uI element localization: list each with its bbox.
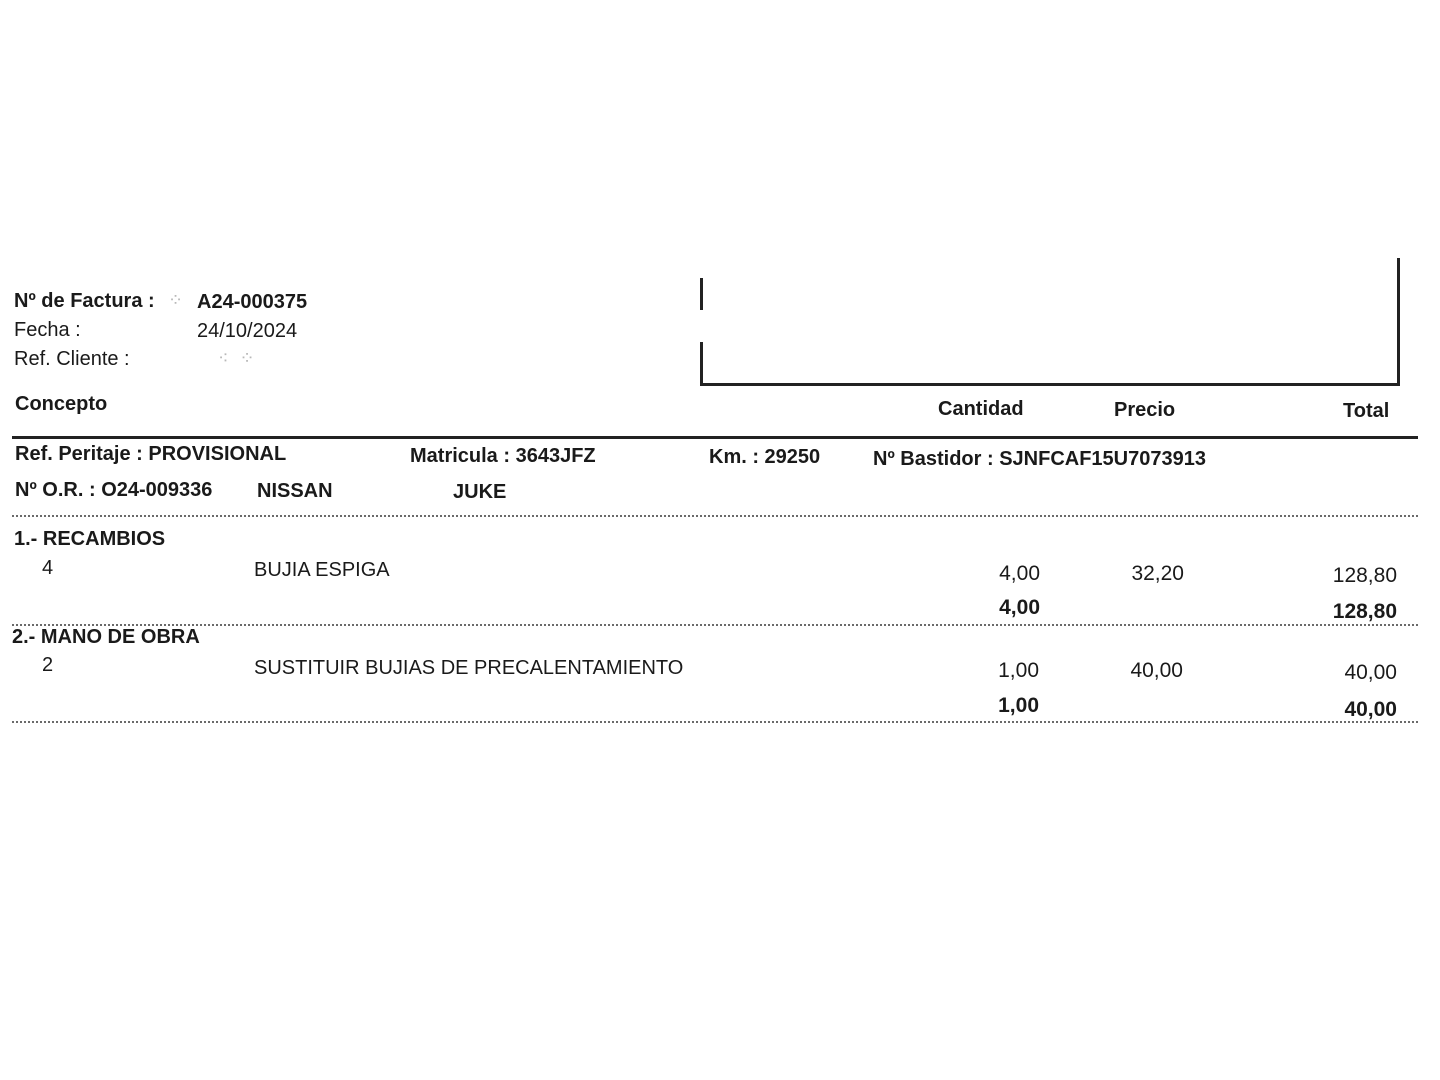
line-description: SUSTITUIR BUJIAS DE PRECALENTAMIENTO [254, 657, 684, 679]
line-total: 40,00 [1344, 661, 1397, 684]
subtotal-total: 128,80 [1332, 600, 1397, 623]
vehicle-model: JUKE [453, 481, 507, 503]
subtotal-quantity: 4,00 [999, 596, 1040, 619]
date-label: Fecha : [14, 319, 81, 341]
subtotal-quantity: 1,00 [998, 694, 1039, 717]
divider [12, 721, 1418, 723]
license-plate: Matricula : 3643JFZ [410, 445, 596, 467]
section-title: 1.- RECAMBIOS [14, 528, 166, 550]
work-order-number: Nº O.R. : O24-009336 [15, 479, 213, 501]
header-rule [12, 436, 1418, 439]
vehicle-brand: NISSAN [257, 480, 333, 502]
column-header-total: Total [1343, 400, 1390, 422]
line-description: BUJIA ESPIGA [254, 559, 390, 581]
line-total: 128,80 [1332, 564, 1397, 587]
invoice-number-value: A24-000375 [197, 291, 308, 313]
line-price: 32,20 [1131, 562, 1184, 585]
redacted-smudge: ⁘ [168, 290, 187, 310]
column-header-quantity: Cantidad [938, 398, 1024, 420]
line-quantity: 4,00 [999, 562, 1040, 585]
subtotal-total: 40,00 [1344, 698, 1397, 721]
divider [12, 624, 1418, 626]
section-title: 2.- MANO DE OBRA [12, 626, 200, 648]
mileage: Km. : 29250 [709, 446, 821, 468]
line-quantity: 1,00 [998, 659, 1039, 682]
chassis-number: Nº Bastidor : SJNFCAF15U7073913 [873, 448, 1206, 470]
line-price: 40,00 [1130, 659, 1183, 682]
column-header-concept: Concepto [15, 393, 108, 415]
line-code: 2 [42, 654, 54, 676]
client-ref-label: Ref. Cliente : [14, 348, 130, 370]
invoice-number-label: Nº de Factura : [14, 290, 155, 312]
divider [12, 515, 1418, 517]
line-code: 4 [42, 557, 54, 579]
date-value: 24/10/2024 [197, 320, 298, 342]
redacted-smudge: ⁖ ⁘ [218, 348, 258, 368]
column-header-price: Precio [1114, 399, 1176, 421]
peritaje-ref: Ref. Peritaje : PROVISIONAL [15, 443, 287, 465]
